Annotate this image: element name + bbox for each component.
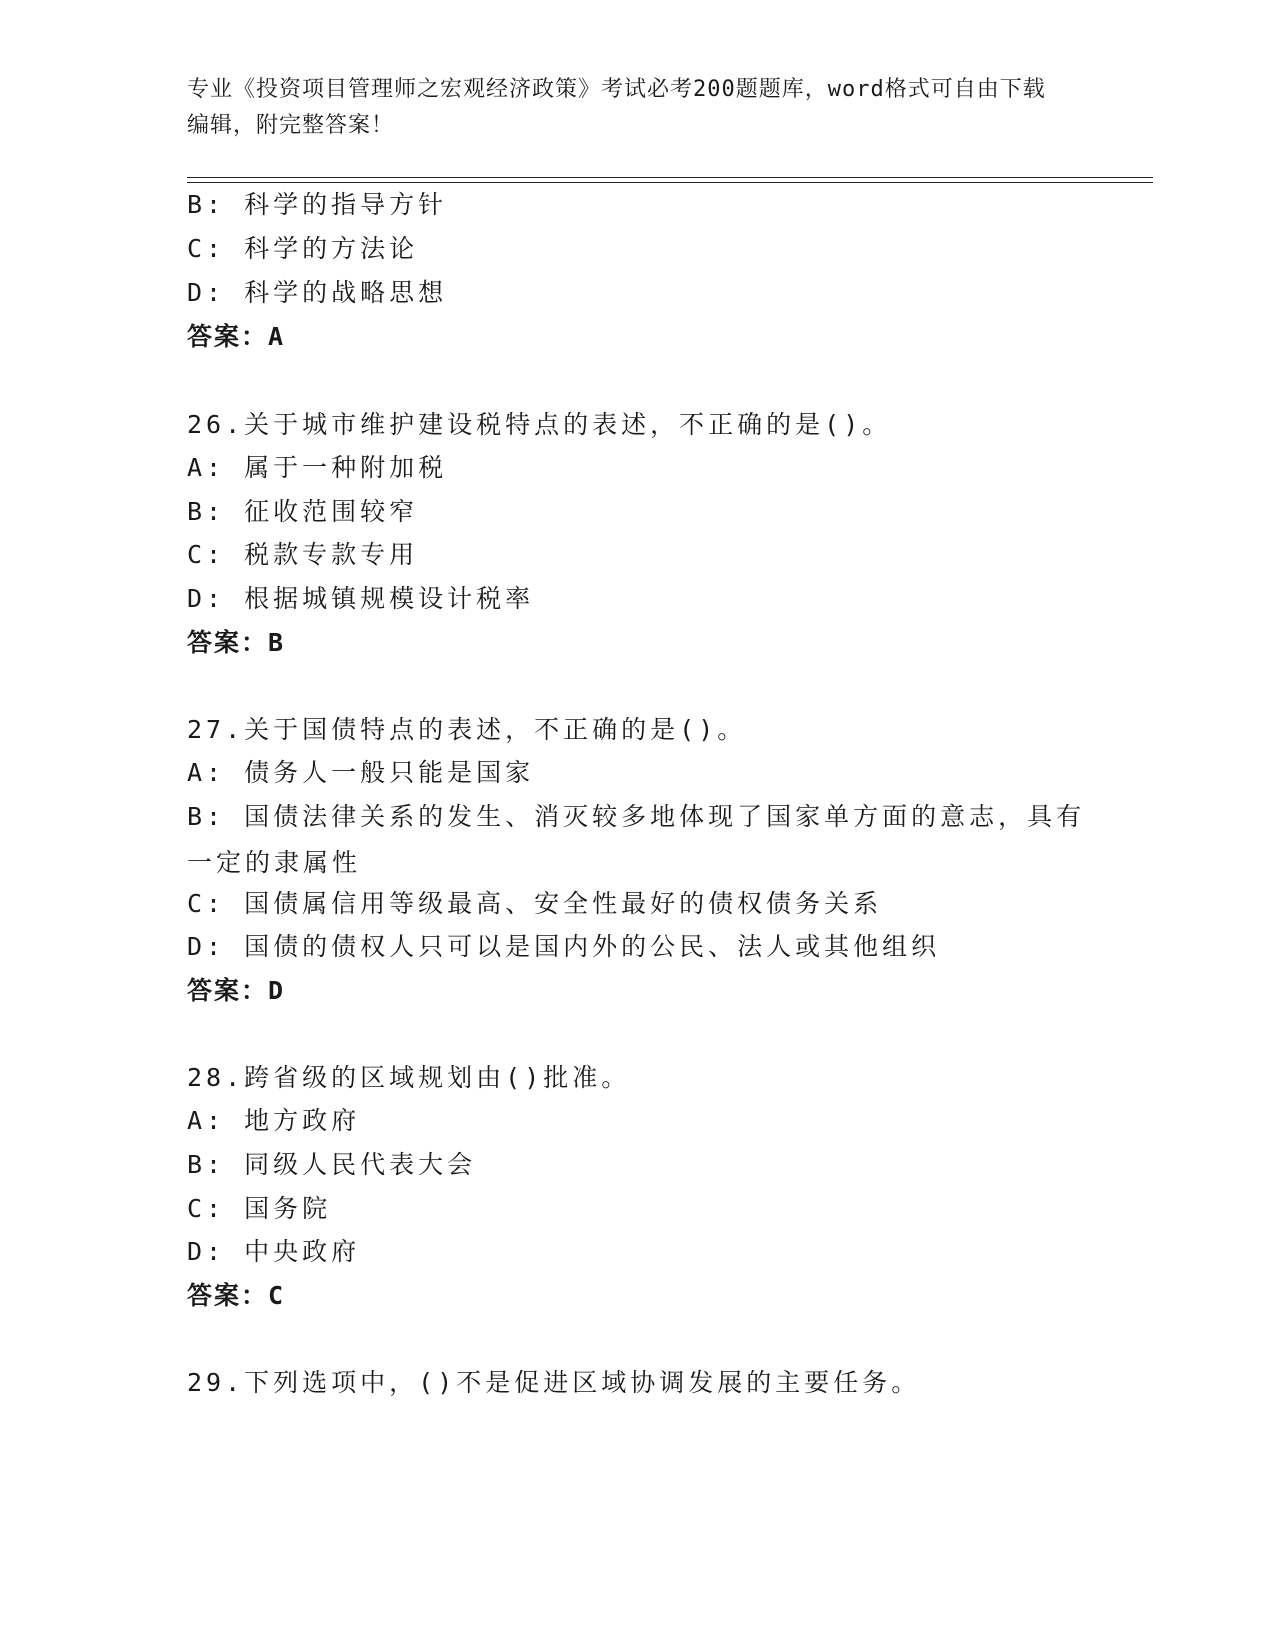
q26-stem: 26.关于城市维护建设税特点的表述，不正确的是()。: [187, 410, 892, 439]
q27-option-c: C: 国债属信用等级最高、安全性最好的债权债务关系: [187, 889, 883, 918]
q25-answer: 答案：A: [187, 322, 286, 351]
q27-option-d: D: 国债的债权人只可以是国内外的公民、法人或其他组织: [187, 932, 941, 961]
header-divider-top: [187, 177, 1153, 178]
q28-option-c: C: 国务院: [187, 1194, 332, 1223]
q25-option-c: C: 科学的方法论: [187, 234, 419, 263]
q28-answer: 答案：C: [187, 1281, 286, 1310]
q27-option-b: B: 国债法律关系的发生、消灭较多地体现了国家单方面的意志，具有一定的隶属性: [187, 802, 1086, 877]
q27-option-a: A: 债务人一般只能是国家: [187, 758, 535, 787]
header-divider-bottom: [187, 182, 1153, 183]
q28-option-d: D: 中央政府: [187, 1237, 361, 1266]
q25-option-b: B: 科学的指导方针: [187, 190, 448, 219]
q26-option-b: B: 征收范围较窄: [187, 497, 419, 526]
q29-stem: 29.下列选项中，()不是促进区域协调发展的主要任务。: [187, 1368, 921, 1397]
q28-option-a: A: 地方政府: [187, 1106, 361, 1135]
q27-answer: 答案：D: [187, 976, 286, 1005]
q26-option-a: A: 属于一种附加税: [187, 453, 448, 482]
q26-option-c: C: 税款专款专用: [187, 540, 419, 569]
q26-option-d: D: 根据城镇规模设计税率: [187, 584, 535, 613]
q27-stem: 27.关于国债特点的表述，不正确的是()。: [187, 715, 747, 744]
q26-answer: 答案：B: [187, 628, 286, 657]
q28-stem: 28.跨省级的区域规划由()批准。: [187, 1063, 631, 1092]
q28-option-b: B: 同级人民代表大会: [187, 1150, 477, 1179]
q25-option-d: D: 科学的战略思想: [187, 278, 448, 307]
document-header: 专业《投资项目管理师之宏观经济政策》考试必考200题题库，word格式可自由下载编辑，附完整答案！: [187, 77, 1046, 138]
